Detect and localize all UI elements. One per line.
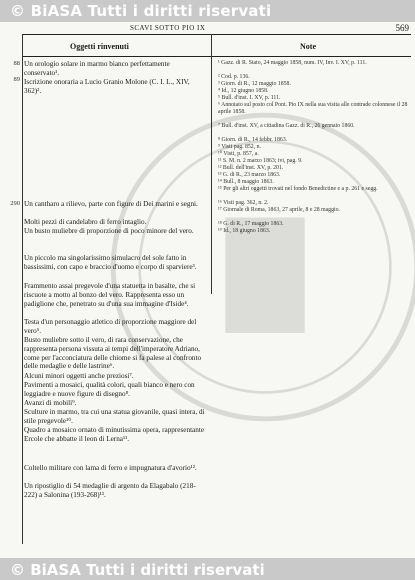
entry-item: Alcuni minori oggetti anche preziosi⁷. [24, 372, 134, 380]
column-divider-middle [211, 34, 212, 294]
note-item: ¹⁹ Id., 18 giugno 1863. [218, 228, 271, 234]
note-item: ⁶ Annotato sul posto col Pont. Pio IX nella sua visita alle contrade colonnese il 28 aprile 1858. [218, 102, 408, 115]
column-divider-left [22, 34, 23, 544]
row-number: 89 [13, 76, 20, 83]
entry-item: Pavimenti a mosaici, qualità colori, quali bianco e nero con leggiadre e nuove figure di disegno⁸. [24, 381, 195, 398]
note-item: ¹⁵ Per gli altri oggetti trovati nel fondo Benedictine e a p. 261 e segg. [218, 186, 378, 192]
entry-item: Avanzi di mobili⁹. [24, 399, 77, 407]
entry-item: Un ripostiglio di 54 medaglie di argento da Elagabalo (218-222) a Salonina (193-268)¹³. [24, 482, 196, 499]
note-item: ¹⁶ Visti pag. 362, n. 2. [218, 200, 269, 206]
entry-item: Testa d'un personaggio atletico di proporzione maggiore del vero⁵. [24, 318, 197, 335]
row-number: 88 [13, 60, 20, 67]
header-rule-bottom [22, 56, 411, 57]
bottom-watermark-bar [0, 558, 415, 580]
note-item: ³ Giorn. di R., 12 maggio 1858. [218, 81, 291, 87]
entry-item: Un piccolo ma singolarissimo simulacro del sole fatto in bassissimi, con capo e braccio d'uomo e corpo di sparviere³. [24, 254, 197, 271]
note-item: ¹¹ S. M. n. 2 marzo 1863; ivi, pag. 9. [218, 158, 303, 164]
note-item: ¹⁴ Bull., 8 maggio 1863. [218, 179, 274, 185]
row-number: 290 [10, 200, 20, 207]
top-watermark-bar [0, 0, 415, 22]
entry-item: Un orologio solare in marmo bianco perfettamente conservato¹. [24, 60, 170, 77]
note-item: ¹⁸ G. di R., 17 maggio 1863. [218, 221, 284, 227]
note-item: ⁸ Giorn. di R., 14 febbr. 1863. [218, 137, 288, 143]
note-item: ² Cod. p. 136. [218, 74, 250, 80]
header-rule-top [22, 34, 411, 35]
entry-item: Quadro a mosaico ornato di minutissima opera, rappresentante Ercole che abbatte il leon di Lerna¹¹. [24, 426, 205, 443]
note-item: ¹² Bull. dell'inst. XV, p. 201. [218, 165, 284, 171]
entry-item: Iscrizione onoraria a Lucio Granio Molone (C. I. L., XIV, 362)². [24, 78, 190, 95]
note-item: ⁴ Id., 12 giugno 1858. [218, 88, 269, 94]
note-item: ¹³ G. di R., 23 marzo 1863. [218, 172, 281, 178]
page-number: 569 [395, 23, 409, 33]
scanned-page [0, 22, 415, 558]
entry-item: Frammento assai pregevole d'una statuetta in basalte, che si riscuote a motto al bonzo del vero. Rappresenta esso un padiglione che, penetrato su d'una sua immagine d'Iside⁴. [24, 282, 196, 308]
running-title: SCAVI SOTTO PIO IX [130, 24, 206, 32]
note-item: ¹⁰ Visti, p. 857, a. [218, 151, 259, 157]
entry-item: Un cantharo a rilievo, parte con figure di Dei marini e segni. [24, 200, 198, 208]
entry-item: Sculture in marmo, tra cui una statua giovanile, quasi intera, di stile pregevole¹⁰. [24, 408, 205, 425]
column-header-objects: Oggetti rinvenuti [70, 42, 129, 51]
note-item: ⁷ Bull. d'inst. XV, a cittadina Gazz. di R., 26 gennaio 1860. [218, 123, 355, 129]
column-header-notes: Note [300, 42, 316, 51]
entry-item: Busto muliebre sotto il vero, di rara conservazione, che rappresenta persona vissuta ai tempi dell'imperatore Adriano, come per l'acconciatura delle chiome si fa palese al confronto delle medaglie e delle lastrine⁶. [24, 336, 202, 371]
top-watermark-text: © BiASA Tutti i diritti riservati [10, 2, 272, 20]
bottom-watermark-text: © BiASA Tutti i diritti riservati [10, 561, 265, 579]
note-item: ⁹ Visti pag. 852, n. [218, 144, 261, 150]
note-item: ¹ Gazz. di R. Stato, 24 maggio 1858, num. IV, Inv. I. XV, p. 111. [218, 60, 367, 66]
note-item: ⁵ Bull. d'inst. I. XV, p. 111. [218, 95, 281, 101]
entry-item: Un busto muliebre di proporzione di poco minore del vero. [24, 227, 194, 235]
entry-item: Coltello militare con lama di ferro e impugnatura d'avorio¹². [24, 464, 197, 472]
note-item: ¹⁷ Giornale di Roma, 1863, 27 aprile, 8 e 28 maggio. [218, 207, 340, 213]
entry-item: Molti pezzi di candelabro di ferro intaglio. [24, 218, 147, 226]
